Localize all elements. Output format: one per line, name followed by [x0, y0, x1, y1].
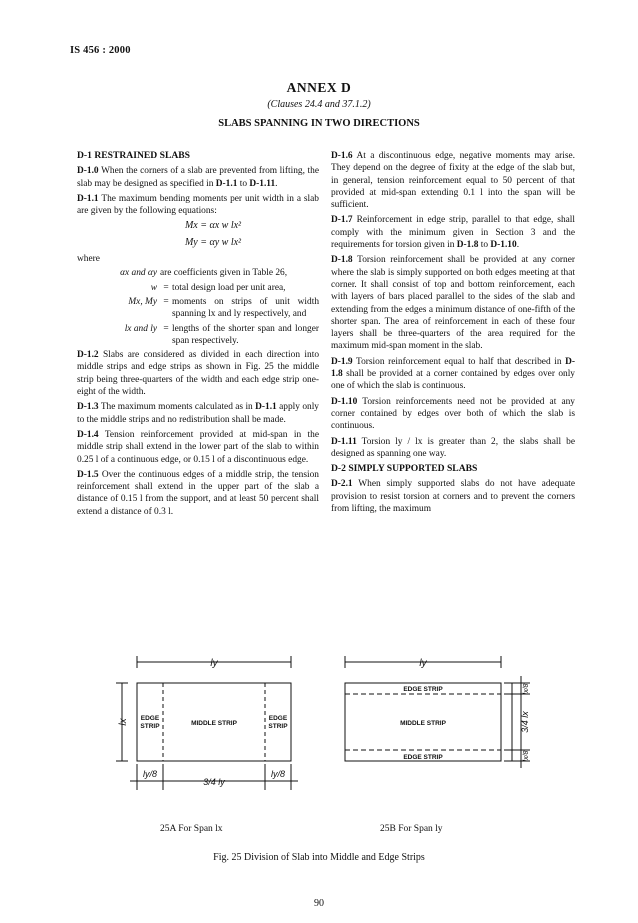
fig-b-three-quarter-lx-label: 3/4 lx [520, 711, 530, 733]
where-label: where [77, 254, 100, 265]
equation-mx: Mx = αx w lx² [184, 220, 242, 232]
figure-caption: Fig. 25 Division of Slab into Middle and Edge Strips [213, 852, 425, 863]
fig-a-ly8-right-label: ly/8 [270, 769, 286, 779]
definition-list [77, 267, 319, 347]
para-d1-1: D-1.1 The maximum bending moments per unit width in a slab are given by the following equations: [77, 193, 319, 217]
para-d1-5: D-1.5 Over the continuous edges of a middle strip, the tension reinforcement shall extend in the upper part of the slab a distance of 0.15 l from the support, and at least 50 percent shall extend a distance of 0.3 l. [77, 469, 319, 517]
para-d1-8: D-1.8 Torsion reinforcement shall be provided at any corner where the slab is simply supported on both edges meeting at that corner. It shall consist of top and bottom reinforcement, each with layers of bars placed parallel to the sides of the slab and extending from the edges a minimum distance of one-fifth of the shorter span. The area of reinforcement in each of these four layers shall be three-quarters of the area required for the maximum mid-span moment in the slab. [331, 255, 575, 352]
fig-a-ly-label: ly [210, 658, 218, 669]
para-d1-9: D-1.9 Torsion reinforcement equal to half that described in D-1.8 shall be provided at a corner contained by edges over only one of which the slab is continuous. [331, 356, 575, 392]
figure-25-diagram [0, 640, 638, 825]
right-column [331, 150, 575, 518]
para-d1-0: D-1.0 When the corners of a slab are prevented from lifting, the slab may be designed as specified in D-1.1 to D-1.11. [77, 166, 319, 189]
equation-my: My = αy w lx² [184, 236, 242, 248]
fig-b-lx8-bottom-label: lx/8 [523, 750, 530, 762]
section-title: SLABS SPANNING IN TWO DIRECTIONS [218, 118, 420, 129]
annex-title: ANNEX D [286, 80, 352, 95]
definition-item: αx and αy are coefficients given in Table 26, [120, 268, 288, 279]
fig-b-lx8-top-label: lx/8 [523, 683, 530, 695]
fig-a-edge-strip-left-word1: EDGE [140, 715, 160, 722]
fig-25a-label: 25A For Span lx [160, 824, 223, 834]
fig-a-ly8-left-label: ly/8 [142, 769, 158, 779]
clauses-ref: (Clauses 24.4 and 37.1.2) [267, 99, 371, 110]
para-d1-6: D-1.6 At a discontinuous edge, negative moments may arise. They depend on the degree of fixity at the edge of the slab but, in general, tension reinforcement equal to 50 percent of that provided at mid-span extending 0.1 l into the span will be sufficient. [331, 151, 575, 211]
para-d1-4: D-1.4 Tension reinforcement provided at mid-span in the middle strip shall extend in the lower part of the slab to within 0.25 l of a continuous edge, or 0.15 l of a discontinuous edge. [77, 429, 319, 465]
para-d2-1: D-2.1 When simply supported slabs do not have adequate provision to resist torsion at corners and to prevent the corners from lifting, the maximum [331, 479, 575, 515]
page-header: IS 456 : 2000 [70, 45, 131, 56]
para-d1-10: D-1.10 Torsion reinforcements need not be provided at any corner contained by edges over both of which the slab is continuous. [331, 396, 575, 432]
fig-25b-label: 25B For Span ly [380, 824, 443, 834]
para-d1-2: D-1.2 Slabs are considered as divided in each direction into middle strips and edge strips as shown in Fig. 25 the middle strip being three-quarters of the width and each edge strip one-eight of the width. [77, 350, 320, 398]
fig-b-edge-strip-top-label: EDGE STRIP [403, 686, 443, 693]
definition-item: Mx, My = moments on strips of unit width spanning lx and ly respectively, and [128, 296, 319, 320]
definition-item: w = total design load per unit area, [150, 282, 286, 293]
fig-a-edge-strip-right-word1: EDGE [268, 715, 288, 722]
para-d1-11: D-1.11 Torsion ly / lx is greater than 2, the slabs shall be designed as spanning one way. [331, 436, 575, 459]
fig-a-edge-strip-right-word2: STRIP [268, 723, 288, 730]
fig-a-lx-label: lx [118, 718, 129, 726]
para-d1-3: D-1.3 The maximum moments calculated as in D-1.1 apply only to the middle strips and no redistribution shall be made. [77, 402, 319, 425]
fig-a-three-quarter-ly-label: 3/4 ly [203, 777, 225, 787]
definition-item: lx and ly = lengths of the shorter span and longer span respectively. [124, 323, 319, 346]
page-number: 90 [314, 898, 324, 909]
fig-b-middle-strip-label: MIDDLE STRIP [400, 720, 446, 727]
para-d1-7: D-1.7 Reinforcement in edge strip, parallel to that edge, shall comply with the minimum given in Section 3 and the requirements for torsion given in D-1.8 to D-1.10. [331, 215, 576, 251]
fig-a-middle-strip-label: MIDDLE STRIP [191, 720, 237, 727]
fig-b-ly-label: ly [419, 658, 427, 669]
heading-d1: D-1 RESTRAINED SLABS [77, 150, 191, 161]
fig-b-edge-strip-bottom-label: EDGE STRIP [403, 754, 443, 761]
left-column [77, 150, 319, 521]
fig-a-edge-strip-left-word2: STRIP [140, 723, 160, 730]
heading-d2: D-2 SIMPLY SUPPORTED SLABS [331, 463, 478, 475]
